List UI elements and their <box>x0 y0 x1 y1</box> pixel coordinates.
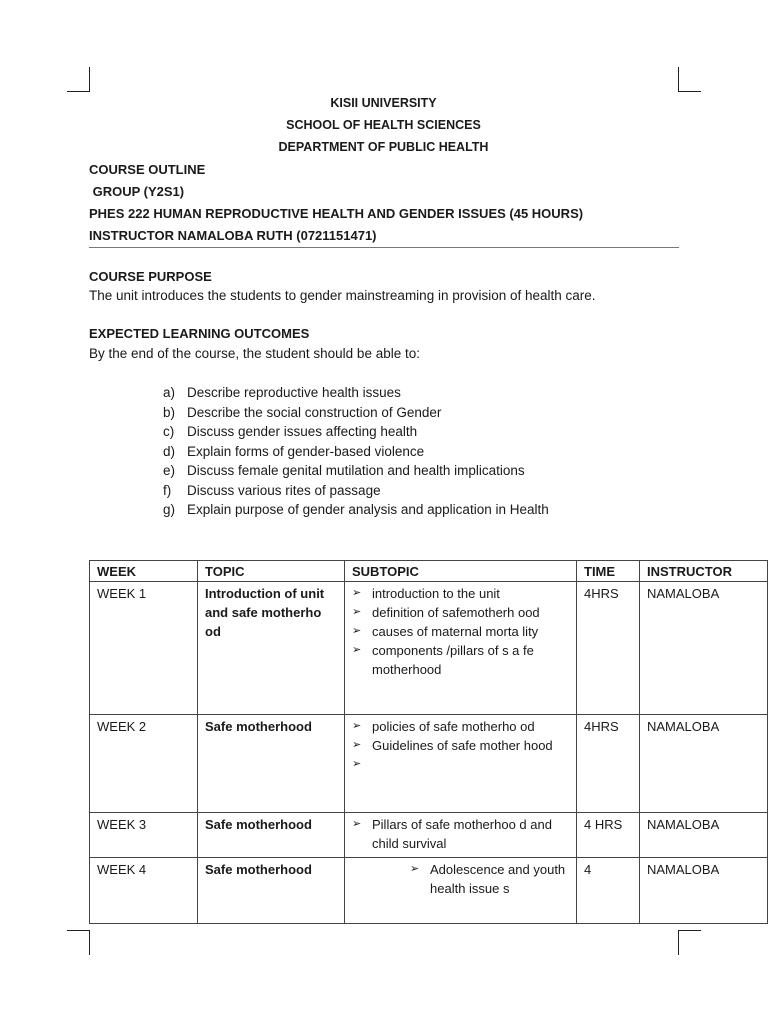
table-header-row <box>90 561 768 582</box>
outcome-text: Describe reproductive health issues <box>187 385 401 400</box>
arrow-bullet-icon: ➢ <box>352 739 362 751</box>
outcome-label: b) <box>163 404 176 420</box>
outcome-text: Explain forms of gender-based violence <box>187 443 425 459</box>
department-name: DEPARTMENT OF PUBLIC HEALTH <box>278 140 489 154</box>
subtopic-text: Guidelines of safe mother hood <box>372 738 553 753</box>
subtopic-item <box>352 815 569 853</box>
subtopic-list <box>352 815 569 853</box>
subtopic-item <box>410 860 569 898</box>
instructor-line: INSTRUCTOR NAMALOBA RUTH (0721151471) <box>89 228 377 243</box>
subtopic-item <box>352 736 569 755</box>
week-cell: WEEK 4 <box>90 858 198 924</box>
outcome-item <box>163 500 549 520</box>
subtopic-list <box>352 860 569 898</box>
arrow-bullet-icon: ➢ <box>410 863 420 875</box>
outcome-item <box>163 461 549 481</box>
header-time: TIME <box>577 561 640 582</box>
table-row <box>90 582 768 715</box>
table-row <box>90 858 768 924</box>
time-cell: 4 HRS <box>577 813 640 858</box>
topic-cell: Safe motherhood <box>198 813 345 858</box>
purpose-text: The unit introduces the students to gender mainstreaming in provision of health care. <box>89 288 596 303</box>
schedule-table <box>89 560 768 924</box>
table-row <box>90 813 768 858</box>
outcomes-list <box>163 383 549 520</box>
topic-cell: Safe motherhood <box>198 715 345 813</box>
subtopic-text: Adolescence and youth health issue s <box>430 862 566 896</box>
arrow-bullet-icon: ➢ <box>352 625 362 637</box>
subtopic-cell <box>345 715 577 813</box>
time-cell: 4 <box>577 858 640 924</box>
arrow-bullet-icon: ➢ <box>352 606 362 618</box>
arrow-bullet-icon: ➢ <box>352 758 362 770</box>
outcome-text: Discuss gender issues affecting health <box>187 424 418 439</box>
arrow-bullet-icon: ➢ <box>352 587 362 599</box>
crop-mark-bottom-right <box>678 930 701 955</box>
crop-mark-top-left <box>67 67 90 92</box>
school-name: SCHOOL OF HEALTH SCIENCES <box>286 118 481 132</box>
arrow-bullet-icon: ➢ <box>352 720 362 732</box>
instructor-cell: NAMALOBA <box>640 582 768 715</box>
university-name: KISII UNIVERSITY <box>330 96 437 110</box>
outcome-label: e) <box>163 463 176 478</box>
purpose-heading: COURSE PURPOSE <box>89 269 212 284</box>
outcomes-intro: By the end of the course, the student should be able to: <box>89 346 420 361</box>
course-outline-title: COURSE OUTLINE <box>89 162 206 177</box>
course-title: PHES 222 HUMAN REPRODUCTIVE HEALTH AND GENDER ISSUES (45 HOURS) <box>89 206 584 221</box>
outcome-text: Explain purpose of gender analysis and application in Health <box>187 502 549 517</box>
header-divider <box>89 247 679 248</box>
time-cell: 4HRS <box>577 582 640 715</box>
header-instructor: INSTRUCTOR <box>640 561 768 582</box>
header-subtopic: SUBTOPIC <box>345 561 577 582</box>
arrow-bullet-icon: ➢ <box>352 818 362 830</box>
instructor-cell: NAMALOBA <box>640 813 768 858</box>
subtopic-text: causes of maternal morta lity <box>372 624 539 639</box>
crop-mark-top-right <box>678 67 701 92</box>
week-cell: WEEK 3 <box>90 813 198 858</box>
instructor-cell: NAMALOBA <box>640 715 768 813</box>
subtopic-list <box>352 717 569 774</box>
subtopic-item <box>352 717 569 736</box>
outcome-text: Discuss female genital mutilation and health implications <box>187 463 525 478</box>
subtopic-cell <box>345 858 577 924</box>
header-topic: TOPIC <box>198 561 345 582</box>
outcome-item <box>163 383 549 403</box>
outcome-label: d) <box>163 443 176 459</box>
topic-cell: Introduction of unit and safe motherho od <box>198 582 345 715</box>
outcome-label: f) <box>163 482 172 498</box>
crop-mark-bottom-left <box>67 930 90 955</box>
subtopic-cell <box>345 813 577 858</box>
outcome-item <box>163 481 549 501</box>
outcome-label: g) <box>163 502 176 517</box>
outcome-label: c) <box>163 424 175 439</box>
subtopic-text: definition of safemotherh ood <box>372 605 540 620</box>
header-week: WEEK <box>90 561 198 582</box>
group-label: GROUP (Y2S1) <box>89 184 185 199</box>
subtopic-item <box>352 755 569 774</box>
subtopic-text: Pillars of safe motherhoo d and child survival <box>372 817 552 851</box>
outcome-text: Describe the social construction of Gender <box>187 404 442 420</box>
subtopic-text: policies of safe motherho od <box>372 719 535 734</box>
outcome-text: Discuss various rites of passage <box>187 482 381 498</box>
subtopic-list <box>352 584 569 679</box>
time-cell: 4HRS <box>577 715 640 813</box>
outcomes-heading: EXPECTED LEARNING OUTCOMES <box>89 326 310 341</box>
outcome-label: a) <box>163 385 176 400</box>
subtopic-cell <box>345 582 577 715</box>
subtopic-item <box>352 622 569 641</box>
instructor-cell: NAMALOBA <box>640 858 768 924</box>
arrow-bullet-icon: ➢ <box>352 644 362 656</box>
subtopic-text: introduction to the unit <box>372 586 500 601</box>
outcome-item <box>163 442 549 462</box>
subtopic-item <box>352 603 569 622</box>
week-cell: WEEK 1 <box>90 582 198 715</box>
topic-cell: Safe motherhood <box>198 858 345 924</box>
week-cell: WEEK 2 <box>90 715 198 813</box>
subtopic-text: components /pillars of s a fe motherhood <box>372 643 534 677</box>
table-row <box>90 715 768 813</box>
subtopic-item <box>352 584 569 603</box>
subtopic-item <box>352 641 569 679</box>
outcome-item <box>163 422 549 442</box>
outcome-item <box>163 403 549 423</box>
